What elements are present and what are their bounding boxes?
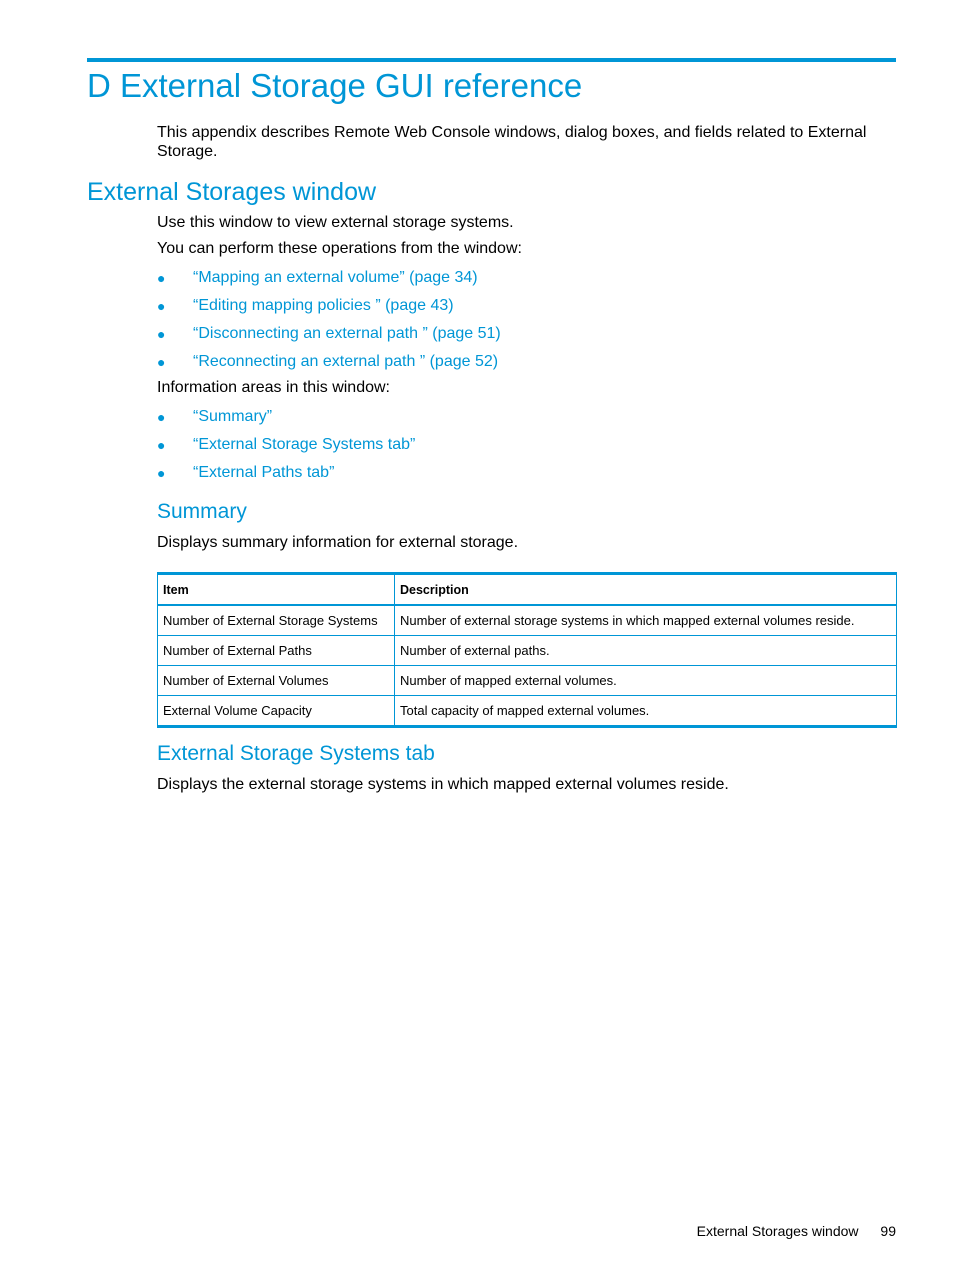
link-external-storage-systems-tab[interactable]: “External Storage Systems tab” — [193, 436, 416, 453]
table-cell-description: Number of external paths. — [395, 636, 897, 666]
section-paragraph-operations: You can perform these operations from the window: — [157, 240, 522, 257]
page-number: 99 — [880, 1223, 896, 1239]
chapter-title: D External Storage GUI reference — [87, 67, 583, 104]
summary-paragraph: Displays summary information for external storage. — [157, 534, 519, 551]
list-item — [157, 296, 501, 324]
bullet-icon: ● — [157, 409, 166, 425]
list-item — [157, 352, 501, 380]
link-mapping-external-volume[interactable]: “Mapping an external volume” (page 34) — [193, 269, 478, 286]
link-reconnecting-external-path[interactable]: “Reconnecting an external path ” (page 52) — [193, 353, 499, 370]
summary-table — [157, 572, 897, 728]
chapter-top-rule — [87, 58, 896, 62]
operations-list — [157, 268, 501, 380]
bullet-icon: ● — [157, 465, 166, 481]
footer-section-title: External Storages window — [696, 1223, 859, 1239]
list-item — [157, 407, 415, 435]
section-title-external-storages-window: External Storages window — [87, 178, 377, 206]
subsection-title-summary: Summary — [157, 500, 247, 523]
information-areas-list — [157, 407, 415, 491]
bullet-icon: ● — [157, 437, 166, 453]
list-item — [157, 435, 415, 463]
list-item — [157, 324, 501, 352]
column-header-item: Item — [158, 574, 395, 606]
intro-paragraph: This appendix describes Remote Web Console windows, dialog boxes, and fields related to External Storage. — [157, 124, 867, 160]
section-paragraph-view: Use this window to view external storage systems. — [157, 214, 514, 231]
list-item — [157, 463, 415, 491]
subsection-title-external-storage-systems-tab: External Storage Systems tab — [157, 742, 435, 765]
link-summary[interactable]: “Summary” — [193, 408, 273, 425]
bullet-icon: ● — [157, 270, 166, 286]
table-row — [158, 696, 897, 727]
table-row — [158, 605, 897, 636]
table-cell-description: Number of external storage systems in which mapped external volumes reside. — [395, 605, 897, 636]
systems-tab-paragraph: Displays the external storage systems in which mapped external volumes reside. — [157, 776, 729, 793]
link-disconnecting-external-path[interactable]: “Disconnecting an external path ” (page 51) — [193, 325, 501, 342]
table-cell-description: Total capacity of mapped external volumes. — [395, 696, 897, 727]
section-paragraph-information-areas: Information areas in this window: — [157, 379, 390, 396]
bullet-icon: ● — [157, 354, 166, 370]
page-footer — [697, 1222, 896, 1240]
table-cell-item: Number of External Volumes — [158, 666, 395, 696]
table-cell-item: Number of External Storage Systems — [158, 605, 395, 636]
table-header-row — [158, 574, 897, 606]
table-cell-description: Number of mapped external volumes. — [395, 666, 897, 696]
table-row — [158, 636, 897, 666]
table-cell-item: Number of External Paths — [158, 636, 395, 666]
table-cell-item: External Volume Capacity — [158, 696, 395, 727]
link-editing-mapping-policies[interactable]: “Editing mapping policies ” (page 43) — [193, 297, 454, 314]
link-external-paths-tab[interactable]: “External Paths tab” — [193, 464, 335, 481]
bullet-icon: ● — [157, 326, 166, 342]
bullet-icon: ● — [157, 298, 166, 314]
table-row — [158, 666, 897, 696]
column-header-description: Description — [395, 574, 897, 606]
list-item — [157, 268, 501, 296]
